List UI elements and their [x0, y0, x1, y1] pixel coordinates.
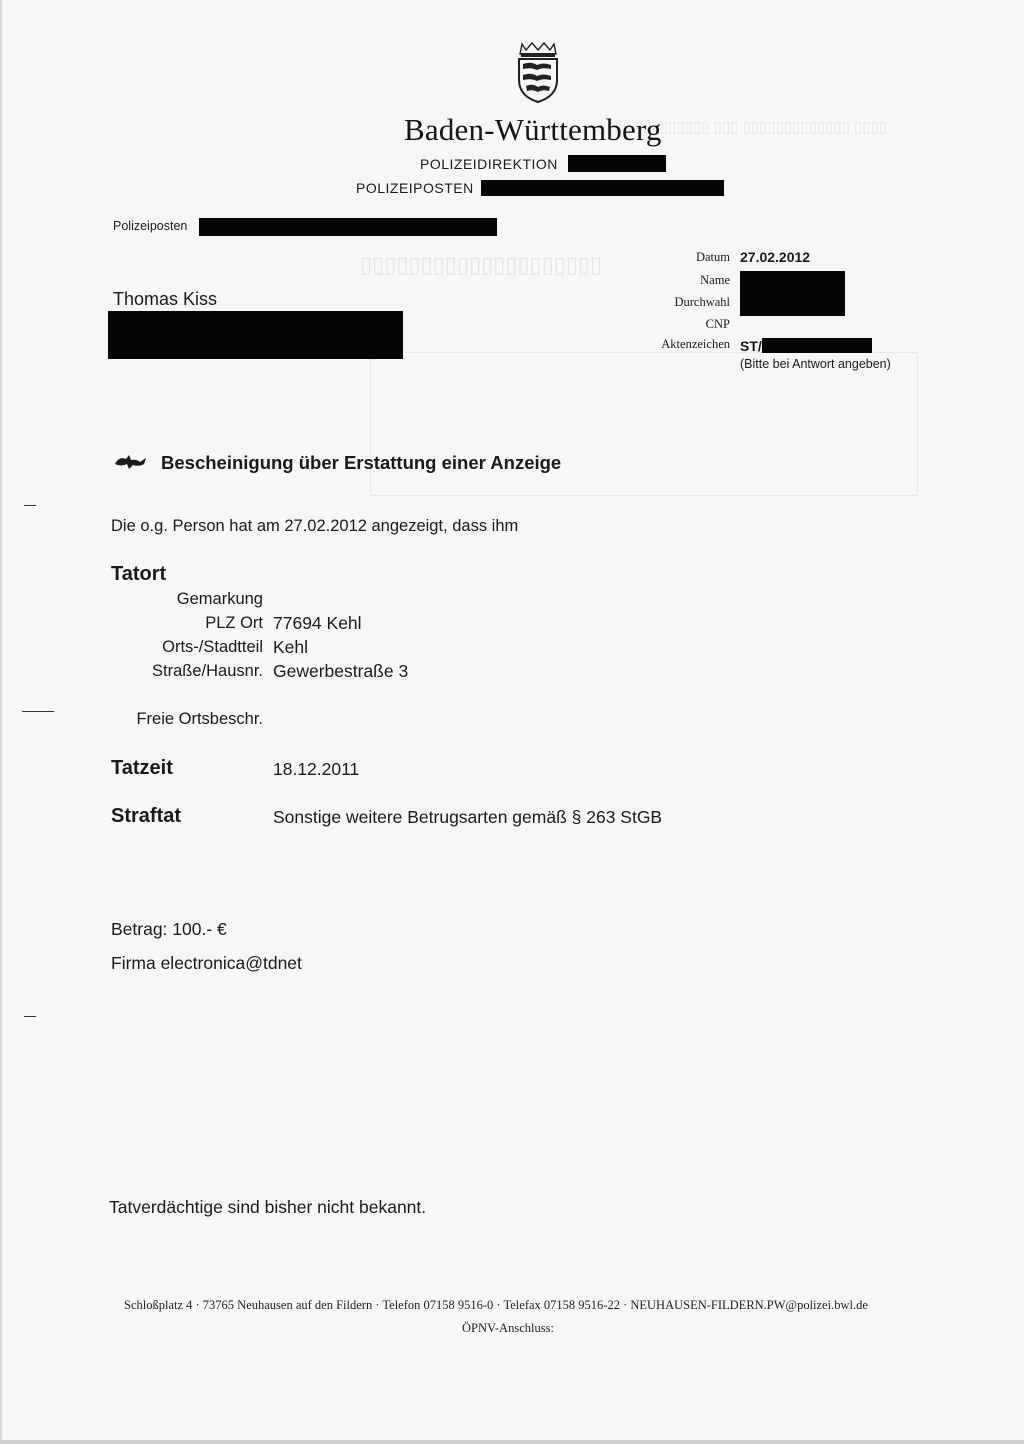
district-label: Gemarkung: [176, 590, 263, 608]
city-part-label: Orts-/Stadtteil: [162, 638, 263, 656]
fold-mark: [24, 505, 36, 506]
file-number-prefix: ST/: [740, 338, 762, 354]
phone-label: Durchwahl: [674, 295, 730, 309]
bleed-through-text: ▯▯▯▯ ▯▯▯▯▯▯▯▯▯ ▯▯▯ ▯▯▯▯▯▯▯▯▯▯▯▯▯ ▯▯▯▯: [598, 119, 888, 136]
directorate-label: POLIZEIDIREKTION: [420, 156, 558, 172]
street-label: Straße/Hausnr.: [152, 662, 263, 680]
bleed-through-box: [370, 352, 918, 496]
page-edge: [0, 1440, 1024, 1444]
redaction-bar: [568, 155, 666, 172]
redaction-bar: [108, 311, 403, 359]
lion-icon: [113, 452, 149, 470]
offense-value: Sonstige weitere Betrugsarten gemäß § 263 StGB: [273, 807, 663, 827]
page-edge: [0, 0, 2, 1444]
footer-address: Schloßplatz 4 · 73765 Neuhausen auf den Fildern · Telefon 07158 9516-0 · Telefax 07158 9516-22 · NEUHAUSEN-FILDERN.PW@polizei.bwl.de: [124, 1298, 868, 1312]
redaction-bar: [762, 338, 872, 353]
file-number-label: Aktenzeichen: [661, 337, 730, 351]
crime-scene-title: Tatort: [111, 563, 167, 585]
suspects-text: Tatverdächtige sind bisher nicht bekannt.: [109, 1197, 427, 1217]
fold-mark: [24, 1016, 36, 1017]
city-part-value: Kehl: [273, 637, 309, 657]
bleed-through-text: ▯▯▯▯▯▯▯▯▯▯▯▯▯▯▯▯▯▯▯▯: [360, 252, 603, 277]
fold-mark: [22, 711, 54, 712]
free-location-label: Freie Ortsbeschr.: [136, 710, 263, 728]
state-title: Baden-Württemberg: [404, 112, 662, 147]
date-label: Datum: [695, 250, 730, 264]
amount-text: Betrag: 100.- €: [111, 919, 227, 939]
footer-transit: ÖPNV-Anschluss:: [462, 1321, 554, 1335]
intro-text: Die o.g. Person hat am 27.02.2012 angezeigt, dass ihm: [111, 517, 519, 535]
certificate-heading: Bescheinigung über Erstattung einer Anzeige: [161, 452, 562, 473]
name-label: Name: [700, 273, 730, 287]
recipient-name: Thomas Kiss: [113, 289, 218, 309]
coat-of-arms-logo: [512, 40, 564, 104]
zip-city-label: PLZ Ort: [205, 614, 263, 632]
street-value: Gewerbestraße 3: [273, 661, 409, 681]
crime-time-title: Tatzeit: [111, 757, 173, 779]
file-number-note: (Bitte bei Antwort angeben): [740, 357, 891, 371]
offense-title: Straftat: [111, 805, 182, 827]
date-value: 27.02.2012: [740, 249, 811, 265]
redaction-bar: [199, 218, 497, 236]
zip-city-value: 77694 Kehl: [273, 613, 362, 633]
redaction-bar: [481, 180, 724, 196]
cnp-label: CNP: [705, 317, 730, 331]
post-label: POLIZEIPOSTEN: [356, 180, 474, 196]
crime-time-value: 18.12.2011: [273, 759, 360, 779]
company-text: Firma electronica@tdnet: [111, 953, 302, 973]
sender-line-label: Polizeiposten: [113, 219, 188, 233]
redaction-bar: [740, 271, 845, 316]
